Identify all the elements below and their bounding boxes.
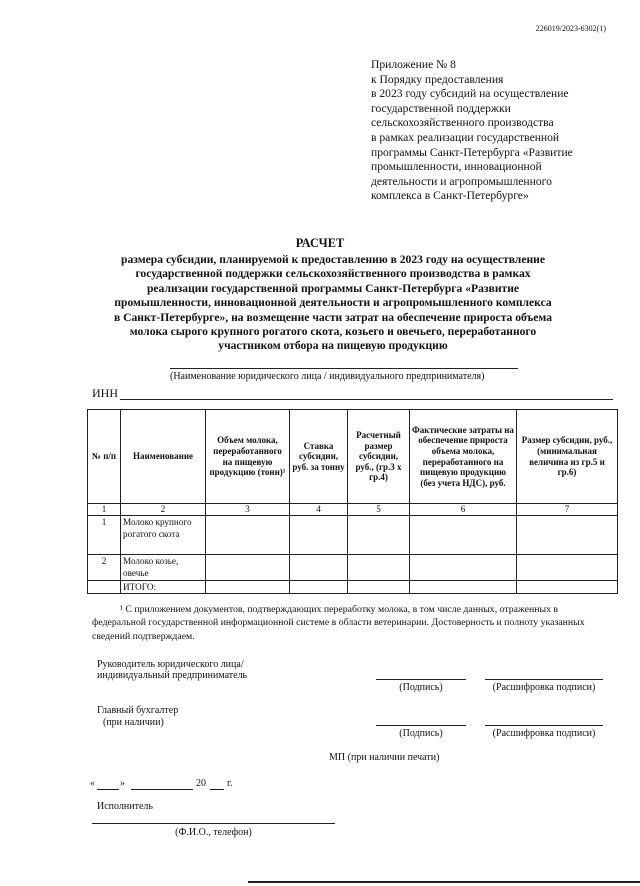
inn-line (120, 399, 613, 400)
date-year-suffix: г. (227, 778, 233, 789)
accountant-title-line2: (при наличии) (103, 717, 164, 728)
column-number: 2 (121, 504, 206, 516)
table-cell (410, 555, 517, 581)
table-cell (290, 581, 348, 594)
table-cell (348, 581, 410, 594)
table-cell (517, 581, 618, 594)
table-cell (290, 516, 348, 555)
date-open-quote: « (90, 778, 95, 789)
column-number: 5 (348, 504, 410, 516)
appendix-line: деятельности и агропромышленного (371, 174, 552, 188)
inn-label: ИНН (92, 386, 118, 400)
subtitle-line: участником отбора на пищевую продукцию (218, 339, 448, 353)
appendix-line: в рамках реализации государственной (371, 130, 560, 144)
date-day-line (97, 789, 119, 790)
column-number-row (88, 504, 618, 516)
appendix-line: комплекса в Санкт-Петербурге» (371, 189, 529, 203)
appendix-block (371, 58, 611, 204)
header-cell: Объем молока, переработанного на пищевую продукцию (тонн)¹ (206, 410, 290, 504)
table-cell (206, 555, 290, 581)
accountant-decode-caption: (Расшифровка подписи) (492, 728, 596, 739)
head-signature-caption: (Подпись) (399, 682, 443, 693)
table-cell (290, 555, 348, 581)
subtitle-line: государственной поддержки сельскохозяйственного производства в рамках (135, 267, 531, 281)
executor-caption: (Ф.И.О., телефон) (175, 827, 252, 838)
subtitle-line: размера субсидии, планируемой к предоставлению в 2023 году на осуществление (121, 253, 545, 266)
date-close-quote: » (120, 778, 125, 789)
row-name: Молоко козье, овечье (121, 555, 206, 581)
calculation-table (87, 409, 618, 594)
accountant-decode-line (485, 725, 603, 726)
appendix-line: программы Санкт-Петербурга «Развитие (371, 145, 573, 159)
date-year-prefix: 20 (196, 778, 206, 789)
table-header-row (88, 410, 618, 504)
subtitle-line: молока сырого крупного рогатого скота, козьего и овечьего, переработанного (129, 325, 537, 339)
header-cell: Фактические затраты на обеспечение прироста объема молока, переработанного на пищевую продукцию (без учета НДС), руб. (410, 410, 517, 504)
table-cell (410, 516, 517, 555)
header-cell: № п/п (88, 410, 121, 504)
table-total-row (88, 581, 618, 594)
scan-edge-line (248, 881, 640, 883)
appendix-line: сельскохозяйственного производства (371, 116, 554, 130)
head-title-line2: индивидуальный предприниматель (97, 670, 248, 681)
head-decode-caption: (Расшифровка подписи) (492, 682, 596, 693)
header-cell: Наименование (121, 410, 206, 504)
table-row (88, 516, 618, 555)
header-cell: Размер субсидии, руб., (минимальная величина из гр.5 и гр.6) (517, 410, 618, 504)
accountant-signature-caption: (Подпись) (399, 728, 443, 739)
table-row (88, 555, 618, 581)
accountant-title-line1: Главный бухгалтер (97, 705, 179, 716)
table-cell (348, 516, 410, 555)
footnote (92, 603, 612, 643)
appendix-line: Приложение № 8 (371, 58, 456, 71)
head-signature-line (376, 679, 466, 680)
column-number: 3 (206, 504, 290, 516)
header-cell: Ставка субсидии, руб. за тонну (290, 410, 348, 504)
table-cell (348, 555, 410, 581)
table-cell (206, 516, 290, 555)
executor-line (92, 823, 335, 824)
row-index: 2 (88, 555, 121, 581)
row-index (88, 581, 121, 594)
date-month-line (131, 789, 193, 790)
document-subtitle (80, 253, 586, 354)
subtitle-line: в Санкт-Петербурге», на возмещение части затрат на обеспечение прироста объема (113, 310, 553, 324)
table-cell (517, 555, 618, 581)
column-number: 7 (517, 504, 618, 516)
appendix-line: в 2023 году субсидий на осуществление (371, 87, 569, 101)
appendix-line: государственной поддержки (371, 101, 511, 115)
head-title-line1: Руководитель юридического лица/ (97, 659, 244, 670)
table-cell (206, 581, 290, 594)
appendix-line: к Порядку предоставления (371, 72, 504, 86)
table-cell (410, 581, 517, 594)
executor-label: Исполнитель (97, 801, 153, 812)
appendix-line: промышленности, инновационной (371, 160, 542, 174)
org-name-line (170, 368, 518, 369)
row-name: ИТОГО: (121, 581, 206, 594)
table-cell (517, 516, 618, 555)
header-cell: Расчетный размер субсидии, руб., (гр.3 х гр.4) (348, 410, 410, 504)
stamp-label: МП (при наличии печати) (329, 752, 440, 763)
document-number: 226019/2023-6302(1) (535, 24, 606, 33)
column-number: 1 (88, 504, 121, 516)
column-number: 4 (290, 504, 348, 516)
org-name-caption: (Наименование юридического лица / индивидуального предпринимателя) (170, 371, 485, 382)
date-year-line (210, 789, 224, 790)
document-title: РАСЧЕТ (295, 236, 345, 250)
subtitle-line: реализации государственной программы Санкт-Петербурга «Развитие (146, 281, 520, 295)
row-name: Молоко крупного рогатого скота (121, 516, 206, 555)
subtitle-line: промышленности, инновационной деятельности и агропромышленного комплекса (114, 296, 552, 310)
head-decode-line (485, 679, 603, 680)
footnote-text: ¹ С приложением документов, подтверждающих переработку молока, в том числе данных, отраженных в федеральной государственной информационной системе в области ветеринарии. Достоверность и полноту указанных сведений подтверждаем. (92, 604, 585, 642)
row-index: 1 (88, 516, 121, 555)
column-number: 6 (410, 504, 517, 516)
accountant-signature-line (376, 725, 466, 726)
